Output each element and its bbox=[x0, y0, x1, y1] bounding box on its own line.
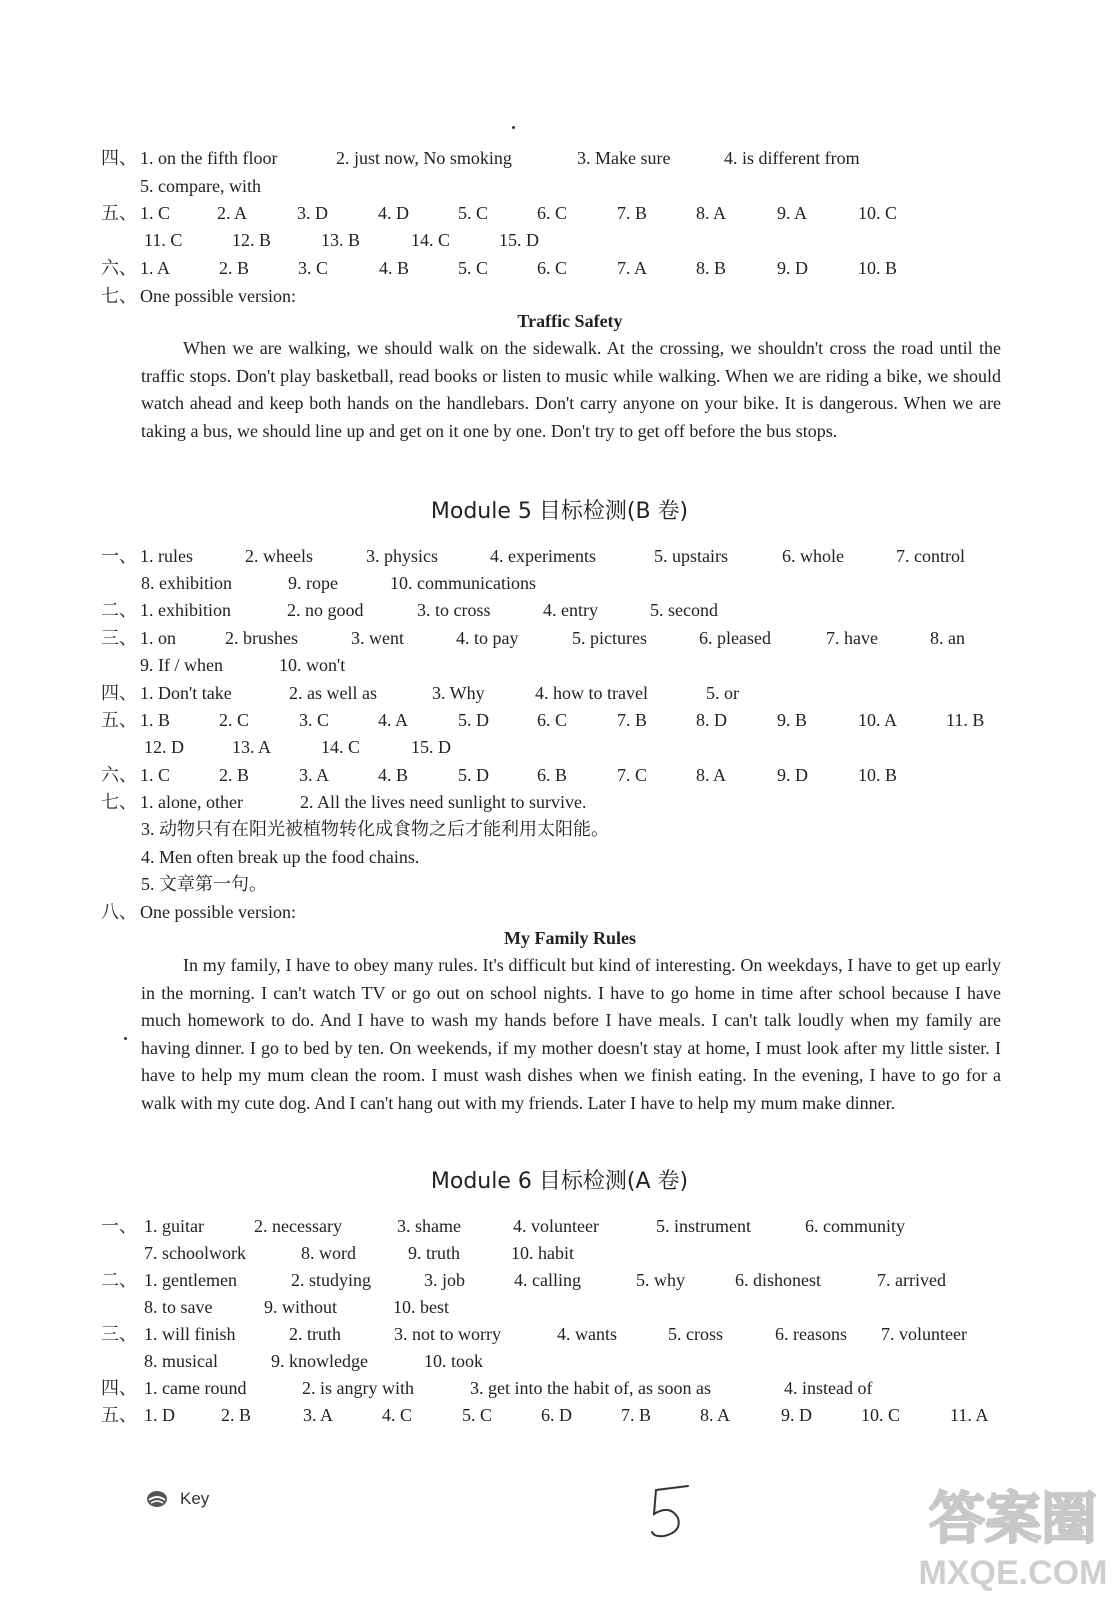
answer-item: 3. shame bbox=[397, 1216, 461, 1236]
answer-item: 3. C bbox=[298, 258, 329, 278]
answer-item: 13. A bbox=[232, 737, 272, 757]
answer-item: 1. came round bbox=[144, 1378, 247, 1398]
answer-item: 7. B bbox=[621, 1405, 652, 1425]
answer-item: 2. no good bbox=[287, 600, 364, 620]
section-number: 六、 bbox=[101, 258, 137, 278]
answer-item: 8. to save bbox=[144, 1297, 213, 1317]
answer-item: 10. B bbox=[858, 258, 898, 278]
answer-item: 4. is different from bbox=[724, 148, 860, 168]
answer-item: 8. A bbox=[700, 1405, 731, 1425]
answer-item: 10. A bbox=[858, 710, 898, 730]
answer-item: 4. entry bbox=[543, 600, 598, 620]
answer-item: 5. pictures bbox=[572, 628, 647, 648]
answer-item: 2. is angry with bbox=[302, 1378, 414, 1398]
answer-item: 1. D bbox=[144, 1405, 175, 1425]
answer-item: 5. compare, with bbox=[140, 176, 261, 196]
answer-item: 2. studying bbox=[291, 1270, 372, 1290]
answer-item: 2. B bbox=[219, 258, 250, 278]
answer-item: 8. B bbox=[696, 258, 727, 278]
answer-item: 10. won't bbox=[279, 655, 346, 675]
answer-item: 2. just now, No smoking bbox=[336, 148, 512, 168]
handwritten-page-number bbox=[648, 1484, 692, 1540]
answer-item: 3. D bbox=[297, 203, 328, 223]
key-icon bbox=[146, 1490, 168, 1508]
answer-item: 9. D bbox=[781, 1405, 812, 1425]
answer-item: 1. B bbox=[140, 710, 171, 730]
answer-item: 9. without bbox=[264, 1297, 338, 1317]
answer-item: 7. control bbox=[896, 546, 965, 566]
answer-item: 9. D bbox=[777, 765, 808, 785]
answer-item: One possible version: bbox=[140, 286, 296, 306]
answer-item: 15. D bbox=[499, 230, 539, 250]
answer-item: One possible version: bbox=[140, 902, 296, 922]
watermark-logo bbox=[918, 1478, 1108, 1592]
section-number: 一、 bbox=[101, 1216, 137, 1236]
answer-item: 2. C bbox=[219, 710, 250, 730]
answer-item: 10. best bbox=[393, 1297, 449, 1317]
answer-item: 4. volunteer bbox=[513, 1216, 599, 1236]
answer-item: 10. B bbox=[858, 765, 898, 785]
answer-item: 1. rules bbox=[140, 546, 193, 566]
answer-item: 7. schoolwork bbox=[144, 1243, 246, 1263]
answer-line: 4. Men often break up the food chains. bbox=[141, 847, 420, 867]
answer-item: 9. A bbox=[777, 203, 808, 223]
answer-item: 2. necessary bbox=[254, 1216, 342, 1236]
answer-item: 6. reasons bbox=[775, 1324, 847, 1344]
answer-item: 1. A bbox=[140, 258, 171, 278]
answer-item: 10. C bbox=[861, 1405, 901, 1425]
section-number: 五、 bbox=[101, 1405, 137, 1425]
answer-item: 5. cross bbox=[668, 1324, 723, 1344]
answer-item: 4. calling bbox=[514, 1270, 581, 1290]
answer-item: 7. have bbox=[826, 628, 878, 648]
answer-item: 8. D bbox=[696, 710, 727, 730]
section-number: 四、 bbox=[101, 1378, 137, 1398]
essay-title: Traffic Safety bbox=[517, 311, 623, 331]
answer-item: 3. A bbox=[303, 1405, 334, 1425]
answer-item: 12. D bbox=[144, 737, 184, 757]
answer-item: 1. on the fifth floor bbox=[140, 148, 278, 168]
answer-item: 10. communications bbox=[390, 573, 536, 593]
answer-item: 8. word bbox=[301, 1243, 356, 1263]
answer-item: 1. gentlemen bbox=[144, 1270, 237, 1290]
answer-item: 4. to pay bbox=[456, 628, 519, 648]
answer-item: 2. wheels bbox=[245, 546, 313, 566]
answer-item: 15. D bbox=[411, 737, 451, 757]
answer-item: 6. whole bbox=[782, 546, 844, 566]
section-number: 二、 bbox=[101, 600, 137, 620]
answer-item: 3. job bbox=[424, 1270, 466, 1290]
answer-item: 5. D bbox=[458, 710, 489, 730]
answer-item: 7. B bbox=[617, 710, 648, 730]
answer-item: 5. upstairs bbox=[654, 546, 728, 566]
answer-item: 3. physics bbox=[366, 546, 438, 566]
answer-item: 2. as well as bbox=[289, 683, 377, 703]
section-number: 六、 bbox=[101, 765, 137, 785]
answer-item: 7. A bbox=[617, 258, 648, 278]
answer-item: 3. A bbox=[299, 765, 330, 785]
section-number: 二、 bbox=[101, 1270, 137, 1290]
answer-item: 2. B bbox=[221, 1405, 252, 1425]
svg-text:MXQE.COM: MXQE.COM bbox=[918, 1554, 1108, 1592]
answer-item: 5. or bbox=[706, 683, 739, 703]
answer-item: 9. D bbox=[777, 258, 808, 278]
answer-item: 11. A bbox=[950, 1405, 989, 1425]
answer-item: 7. arrived bbox=[877, 1270, 946, 1290]
section-number: 三、 bbox=[101, 628, 137, 648]
section-number: 四、 bbox=[101, 683, 137, 703]
answer-item: 3. went bbox=[351, 628, 404, 648]
section-number: 五、 bbox=[101, 710, 137, 730]
answer-item: 8. exhibition bbox=[141, 573, 232, 593]
answer-item: 1. Don't take bbox=[140, 683, 232, 703]
answer-item: 12. B bbox=[232, 230, 272, 250]
answer-item: 10. habit bbox=[511, 1243, 574, 1263]
answer-item: 2. B bbox=[219, 765, 250, 785]
answer-item: 3. Why bbox=[432, 683, 485, 703]
answer-item: 5. instrument bbox=[656, 1216, 751, 1236]
answer-item: 5. C bbox=[458, 203, 489, 223]
answer-item: 11. C bbox=[144, 230, 183, 250]
answer-item: 3. get into the habit of, as soon as bbox=[470, 1378, 711, 1398]
answer-item: 1. C bbox=[140, 765, 171, 785]
answer-item: 14. C bbox=[411, 230, 451, 250]
answer-item: 14. C bbox=[321, 737, 361, 757]
answer-item: 6. dishonest bbox=[735, 1270, 822, 1290]
answer-item: 6. C bbox=[537, 710, 568, 730]
answer-item: 3. Make sure bbox=[577, 148, 671, 168]
section-number: 四、 bbox=[101, 148, 137, 168]
answer-item: 7. volunteer bbox=[881, 1324, 967, 1344]
answer-item: 2. All the lives need sunlight to survive. bbox=[300, 792, 587, 812]
answer-item: 4. B bbox=[378, 765, 409, 785]
answer-item: 5. D bbox=[458, 765, 489, 785]
answer-item: 13. B bbox=[321, 230, 361, 250]
essay-title: My Family Rules bbox=[504, 928, 636, 948]
answer-item: 4. experiments bbox=[490, 546, 596, 566]
answer-item: 1. alone, other bbox=[140, 792, 243, 812]
module-title: Module 5 目标检测(B 卷) bbox=[430, 499, 689, 524]
answer-item: 8. musical bbox=[144, 1351, 218, 1371]
answer-item: 6. D bbox=[541, 1405, 572, 1425]
essay-paragraph: When we are walking, we should walk on the sidewalk. At the crossing, we shouldn't cross the road until the traffic stops. Don't play basketball, read books or listen to music while walking. When we are riding a bike, we should watch ahead and keep both hands on the handlebars. Don't carry anyone on your bike. It is dangerous. When we are taking a bus, we should line up and get on it one by one. Don't try to get off before the bus stops. bbox=[141, 338, 1001, 441]
answer-item: 5. second bbox=[650, 600, 718, 620]
svg-text:答案圈: 答案圈 bbox=[929, 1487, 1097, 1552]
section-number: 七、 bbox=[101, 792, 137, 812]
answer-line: 5. 文章第一句。 bbox=[141, 874, 267, 894]
answer-line: 3. 动物只有在阳光被植物转化成食物之后才能利用太阳能。 bbox=[141, 819, 609, 839]
answer-item: 2. truth bbox=[289, 1324, 341, 1344]
answer-item: 8. A bbox=[696, 203, 727, 223]
answer-item: 4. C bbox=[382, 1405, 413, 1425]
answer-item: 1. guitar bbox=[144, 1216, 204, 1236]
speck bbox=[512, 126, 515, 129]
answer-item: 8. an bbox=[930, 628, 965, 648]
answer-item: 2. A bbox=[217, 203, 248, 223]
answer-item: 10. C bbox=[858, 203, 898, 223]
answer-item: 5. why bbox=[636, 1270, 685, 1290]
answer-item: 4. B bbox=[379, 258, 410, 278]
answer-item: 2. brushes bbox=[225, 628, 298, 648]
answer-item: 9. rope bbox=[288, 573, 338, 593]
answer-item: 7. C bbox=[617, 765, 648, 785]
section-number: 八、 bbox=[101, 902, 137, 922]
answer-item: 9. B bbox=[777, 710, 808, 730]
answer-item: 3. to cross bbox=[417, 600, 491, 620]
answer-item: 4. A bbox=[378, 710, 409, 730]
section-number: 七、 bbox=[101, 286, 137, 306]
answer-item: 4. D bbox=[378, 203, 409, 223]
answer-item: 6. pleased bbox=[699, 628, 771, 648]
answer-item: 4. instead of bbox=[784, 1378, 873, 1398]
answer-item: 1. on bbox=[140, 628, 176, 648]
section-number: 一、 bbox=[101, 546, 137, 566]
answer-item: 10. took bbox=[424, 1351, 484, 1371]
speck bbox=[124, 1037, 127, 1040]
answer-item: 9. If / when bbox=[140, 655, 223, 675]
section-number: 五、 bbox=[101, 203, 137, 223]
answer-item: 5. C bbox=[462, 1405, 493, 1425]
answer-item: 5. C bbox=[458, 258, 489, 278]
answer-item: 3. C bbox=[299, 710, 330, 730]
essay-paragraph: In my family, I have to obey many rules. It's difficult but kind of interesting. On weekdays, I have to get up early in the morning. I can't watch TV or go out on school nights. I have to go home in time after school because I have much homework to do. And I have to wash my hands before I have meals. I can't talk loudly when my family are having dinner. I go to bed by ten. On weekends, if my mother doesn't stay at home, I must look after my little sister. I have to help my mum clean the room. I must wash dishes when we finish eating. In the evening, I have to go for a walk with my cute dog. And I can't hang out with my friends. Later I have to help my mum make dinner. bbox=[141, 955, 1001, 1113]
answer-item: 7. B bbox=[617, 203, 648, 223]
answer-item: 4. wants bbox=[557, 1324, 617, 1344]
answer-item: 4. how to travel bbox=[535, 683, 648, 703]
answer-item: 11. B bbox=[946, 710, 985, 730]
answer-item: 3. not to worry bbox=[394, 1324, 501, 1344]
answer-item: 6. C bbox=[537, 203, 568, 223]
answer-item: 9. knowledge bbox=[271, 1351, 368, 1371]
module-title: Module 6 目标检测(A 卷) bbox=[430, 1169, 689, 1194]
answer-item: 8. A bbox=[696, 765, 727, 785]
footer-key-label: Key bbox=[180, 1489, 210, 1508]
answer-item: 9. truth bbox=[408, 1243, 460, 1263]
answer-item: 1. C bbox=[140, 203, 171, 223]
section-number: 三、 bbox=[101, 1324, 137, 1344]
answer-item: 6. community bbox=[805, 1216, 905, 1236]
answer-item: 6. B bbox=[537, 765, 568, 785]
answer-item: 1. will finish bbox=[144, 1324, 236, 1344]
answer-item: 6. C bbox=[537, 258, 568, 278]
answer-item: 1. exhibition bbox=[140, 600, 231, 620]
